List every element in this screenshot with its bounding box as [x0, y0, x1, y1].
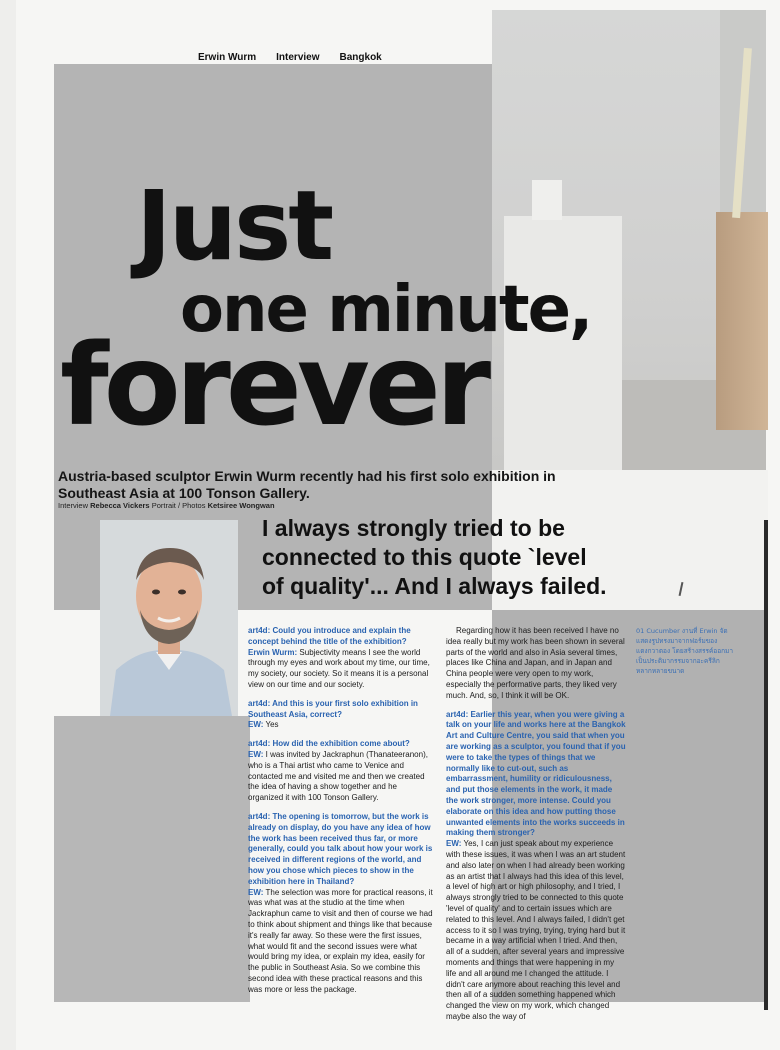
answer-5: Yes, I can just speak about my experience with these issues, it was when I was an art student and also later on when I had already been working as an artist that I always had this idea of this level, a level of high art or high philosophy, and I tried, I always strongly tried to be connected to this quote 'level of quality' and to certain issues which are related to this level. And I always failed, I didn't get access to it so I was trying, trying, trying hard but it became in a way artificial when I tried. And then, all of a sudden, after several years and impressive moments and things that were happening in my life and all around me I changed the attitude. I didn't care anymore about reaching this level and then all of a sudden something happened which changed the view on my work, which changed maybe also the way of: [446, 839, 626, 1021]
header-city: Bangkok: [339, 52, 382, 63]
credit-photographer: Ketsiree Wongwan: [207, 501, 275, 510]
answer-1-label: Erwin Wurm:: [248, 647, 298, 657]
credits: [58, 501, 275, 510]
answer-2: Yes: [265, 720, 279, 730]
photo-caption: 01 Cucumber งานที่ Erwin จัดแสดงรูปทรงมาจากฟอร์มของแตงกวาตอง โดยสร้างสรรค์ออกมาเป็นประติมากรรมจากอะครีลิกหลากหลายขนาด: [636, 627, 733, 675]
answer-2-label: EW:: [248, 720, 264, 730]
answer-3: I was invited by Jackraphun (Thanateeranon), who is a Thai artist who came to Venice and contacted me and visited me and then we created the idea of having a show together and he organized it with 100 Tonson Gallery.: [248, 749, 428, 803]
paragraph: Regarding how it has been received I have no idea really but my work has been shown in several parts of the world and also in Asia several times, places like China and Japan, and in Japan and China people were very open to my work, especially the performative parts, they liked very much. And, so, I think it will be OK.: [446, 626, 625, 700]
qa-block: [248, 626, 433, 691]
question-5: art4d: Earlier this year, when you were giving a talk on your life and works here at the Bangkok Art and Culture Centre, you said that when you are working as a sculptor, you found that if you were to take the types of things that we normally like to cut-out, such as embarrassment, humility or ridiculousness, and put those elements in the work, it made the work stronger, more intense. Could you elaborate on this idea and how putting those unwanted elements into the works succeeds in making them stronger?: [446, 709, 626, 838]
qa-block: [248, 739, 433, 804]
answer-5-label: EW:: [446, 839, 462, 849]
answer-4-label: EW:: [248, 887, 264, 897]
pull-quote: I always strongly tried to be connected to this quote `level of quality'... And I always failed.: [262, 515, 607, 599]
credit-portrait-label: Portrait / Photos: [151, 501, 206, 510]
portrait-photo: [100, 520, 238, 716]
question-3: art4d: How did the exhibition come about?: [248, 739, 410, 749]
headline-line-2: one minute,: [180, 273, 592, 347]
credit-interviewer: Rebecca Vickers: [90, 501, 150, 510]
answer-4: The selection was more for practical reasons, it was what was at the studio at the time when Jackraphun came to visit and then of course we had to think about shipment and things like that because it's really far away. So these were the first issues, what would fit and the second issues were what would bring my idea, or explain my idea, easily for the public in Southeast Asia. So we combine this second idea with these practical reasons and this was more or less the package.: [248, 887, 433, 994]
page-edge: [0, 0, 16, 1050]
header-section: Interview: [276, 52, 320, 63]
gallery-photo-strip: [54, 716, 250, 1002]
qa-block: [248, 812, 433, 996]
question-1: art4d: Could you introduce and explain the concept behind the title of the exhibition?: [248, 626, 411, 646]
question-4: art4d: The opening is tomorrow, but the work is already on display, do you have any idea of how the work has been received thus far, or more generally, could you talk about how your work is received in different regions of the world, and how you chose which pieces to show in the exhibition here in Thailand?: [248, 811, 433, 886]
answer-1: Subjectivity means I see the world through my eyes and work about my time, our time, my society, our society. So it means it is a personal view on our time and our society.: [248, 647, 430, 689]
standfirst: Austria-based sculptor Erwin Wurm recently had his first solo exhibition in Southeast Asia at 100 Tonson Gallery.: [58, 468, 556, 501]
header-name: Erwin Wurm: [198, 52, 257, 63]
pedestal-sculpture: [532, 180, 562, 220]
headline-line-3: forever: [60, 321, 487, 451]
article-column-1: [248, 626, 433, 1004]
answer-3-label: EW:: [248, 749, 264, 759]
qa-block: [248, 699, 433, 731]
question-2: art4d: And this is your first solo exhibition in Southeast Asia, correct?: [248, 698, 418, 719]
wooden-crate: [716, 212, 768, 430]
article-column-2: [446, 626, 626, 1031]
headline-line-1: Just: [136, 170, 332, 282]
credit-interview-label: Interview: [58, 501, 89, 510]
portrait-illustration: [100, 520, 238, 716]
running-header: [198, 52, 382, 63]
qa-block: [446, 710, 626, 1023]
page-rule: [764, 520, 768, 1010]
